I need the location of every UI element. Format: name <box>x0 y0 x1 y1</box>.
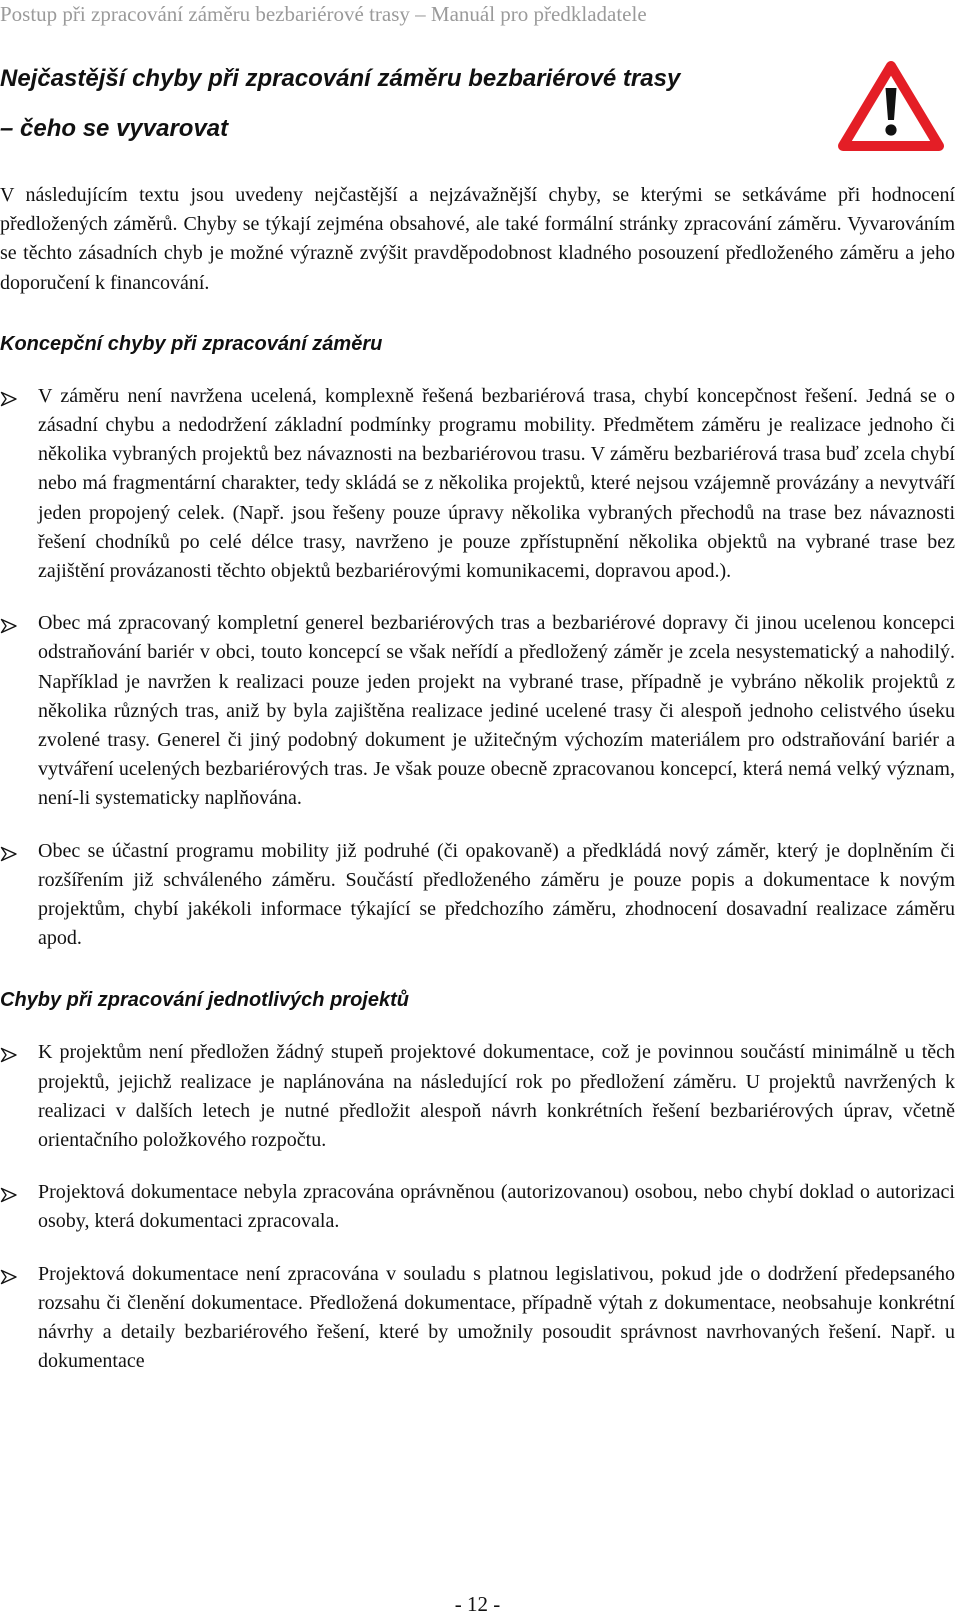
list-item-text: Projektová dokumentace není zpracována v souladu s platnou legislativou, pokud jde o dodržení předepsaného rozsahu či členění dokumentace. Předložená dokumentace, případně výtah z dokumentace, neobsahuje konkrétní návrhy a detaily bezbariérového řešení, které by umožnily posoudit správnost navrhovaných řešení. Např. u dokumentace <box>38 1262 955 1373</box>
list-item <box>0 609 955 813</box>
arrow-bullet-icon <box>0 1047 18 1063</box>
page-title-line-1: Nejčastější chyby při zpracování záměru bezbariérové trasy <box>0 65 681 92</box>
list-item-text: K projektům není předložen žádný stupeň projektové dokumentace, což je povinnou součástí minimálně u těch projektů, jejichž realizace je naplánována na následující rok po předložení záměru. U projektů navržených k realizaci v dalších letech je nutné předložit alespoň návrh konkrétních řešení bezbariérových úprav, včetně orientačního položkového rozpočtu. <box>38 1041 955 1152</box>
warning-exclamation-dot <box>885 124 896 135</box>
list-item-text: V záměru není navržena ucelená, komplexně řešená bezbariérová trasa, chybí koncepčnost řešení. Jedná se o zásadní chybu a nedodržení základní podmínky programu mobility. Předmětem záměru je realizace jednoho či několika vybraných projektů bez návaznosti na bezbariérovou trasu. V záměru bezbariérová trasa buď zcela chybí nebo má fragmentární charakter, tedy skládá se z několika projektů, které nejsou vzájemně provázány a nevytváří jeden propojený celek. (Např. jsou řešeny pouze úpravy několika vybraných přechodů na trase bez návaznosti řešení chodníků po celé délce trasy, navrženo je pouze zpřístupnění několika objektů na vybrané trase bez zajištění provázanosti těchto objektů bezbariérovými komunikacemi, dopravou apod.). <box>38 384 955 583</box>
warning-triangle-icon <box>837 60 945 152</box>
page-number: - 12 - <box>454 1592 501 1616</box>
section-heading-conceptual: Koncepční chyby při zpracování záměru <box>0 332 383 355</box>
section-heading-projects: Chyby při zpracování jednotlivých projektů <box>0 989 409 1012</box>
page-title-line-2: – čeho se vyvarovat <box>0 115 229 142</box>
conceptual-errors-list <box>0 382 955 954</box>
arrow-bullet-icon <box>0 1187 18 1203</box>
arrow-bullet-icon <box>0 391 18 407</box>
list-item-text: Obec má zpracovaný kompletní generel bezbariérových tras a bezbariérové dopravy či jinou ucelenou koncepci odstraňování bariér v obci, touto koncepcí se však neřídí a předložený záměr je zcela nesystematický a nahodilý. Například je navržen k realizaci pouze jeden projekt na vybrané trase, případně je vybráno několik projektů z několika různých tras, aniž by byla zajištěna realizace jediné ucelené trasy či alespoň jednoho celistvého úseku zvolené trasy. Generel či jiný podobný dokument je užitečným výchozím materiálem pro odstraňování bariér a vytváření ucelených bezbariérových tras. Je však pouze obecně zpracovanou koncepcí, která nemá velký význam, není-li systematicky naplňována. <box>38 612 955 810</box>
running-header: Postup při zpracování záměru bezbariérové trasy – Manuál pro předkladatele <box>0 2 647 26</box>
project-errors-list <box>0 1038 955 1376</box>
list-item-text: Projektová dokumentace nebyla zpracována oprávněnou (autorizovanou) osobou, nebo chybí doklad o autorizaci osoby, která dokumentaci zpracovala. <box>38 1181 955 1233</box>
arrow-bullet-icon <box>0 846 18 862</box>
arrow-bullet-icon <box>0 1269 18 1285</box>
list-item <box>0 837 955 954</box>
page-content <box>0 181 955 1377</box>
title-block <box>0 54 800 154</box>
list-item <box>0 1260 955 1377</box>
intro-paragraph: V následujícím textu jsou uvedeny nejčastější a nejzávažnější chyby, se kterými se setkáváme při hodnocení předložených záměrů. Chyby se týkají zejména obsahové, ale také formální stránky zpracování záměru. Vyvarováním se těchto zásadních chyb je možné výrazně zvýšit pravděpodobnost kladného posouzení předloženého záměru a jeho doporučení k financování. <box>0 184 955 294</box>
list-item-text: Obec se účastní programu mobility již podruhé (či opakovaně) a předkládá nový záměr, který je doplněním či rozšířením již schváleného záměru. Součástí předloženého záměru je pouze popis a dokumentace k novým projektům, chybí jakékoli informace týkající se předchozího záměru, zhodnocení dosavadní realizace záměru apod. <box>38 839 955 950</box>
list-item <box>0 1178 955 1236</box>
arrow-bullet-icon <box>0 618 18 634</box>
list-item <box>0 1038 955 1155</box>
list-item <box>0 382 955 586</box>
